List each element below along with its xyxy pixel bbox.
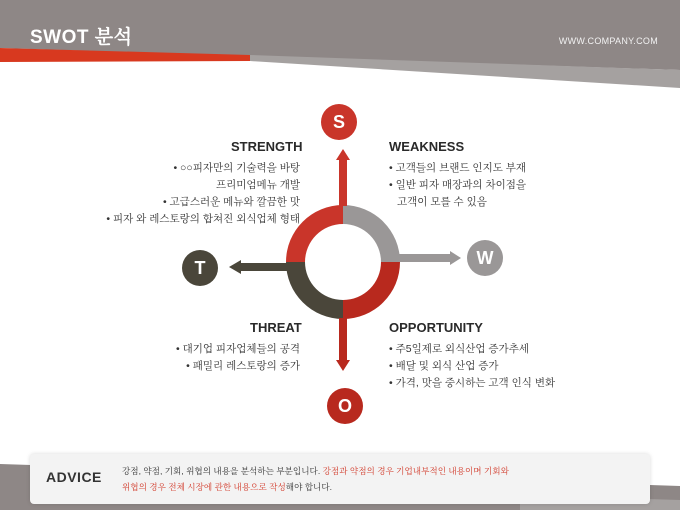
list-item: • 고급스러운 메뉴와 깔끔한 맛 [162,196,300,208]
ring-opportunity [343,262,400,319]
ring-weakness [343,205,400,262]
page-title: SWOT 분석 [30,27,133,48]
arrow-weakness-shaft [398,254,452,262]
opportunity-badge: O [327,388,363,424]
arrow-threat-head [229,260,241,274]
weakness-list [389,160,526,211]
list-item: • 배달 및 외식 산업 증가 [389,360,499,372]
list-item: 프리미엄메뉴 개발 [215,179,300,191]
arrow-opportunity-head [336,360,350,371]
weakness-title: WEAKNESS [389,139,465,154]
arrow-threat-shaft [238,263,288,271]
strength-list [106,160,300,228]
threat-title: THREAT [250,320,302,335]
threat-list [176,341,300,375]
arrow-strength-shaft [339,158,347,206]
advice-text: 강점, 약점, 기회, 위협의 내용을 분석하는 부분입니다. 강점과 약점의 경우 기업내부적인 내용이며 기회와 위협의 경우 전체 시장에 관한 내용으로 작성해야 합니다. [122,466,509,492]
list-item: • 가격, 맛을 중시하는 고객 인식 변화 [389,377,556,389]
list-item: 고객이 모를 수 있음 [397,196,487,208]
strength-badge: S [321,104,357,140]
list-item: • ○○피자만의 기술력을 바탕 [173,162,300,174]
opportunity-title: OPPORTUNITY [389,320,483,335]
company-url: WWW.COMPANY.COM [558,36,658,46]
list-item: • 피자 와 레스토랑의 합쳐진 외식업체 형태 [106,213,300,225]
weakness-badge: W [467,240,503,276]
opportunity-list [389,341,555,392]
arrow-strength-head [336,149,350,160]
threat-badge: T [182,250,218,286]
advice-section [0,440,680,510]
list-item: • 고객들의 브랜드 인지도 부재 [389,162,527,174]
advice-label: ADVICE [46,469,102,485]
arrow-opportunity-shaft [339,318,347,362]
advice-box [30,454,650,504]
list-item: • 대기업 피자업체들의 공격 [175,343,300,355]
ring-threat [286,262,343,319]
arrow-weakness-head [450,251,461,265]
list-item: • 주5일제로 외식산업 증가추세 [389,343,529,355]
list-item: • 패밀리 레스토랑의 증가 [186,360,300,372]
strength-title: STRENGTH [231,139,303,154]
list-item: • 일반 피자 매장과의 차이점을 [389,179,527,191]
